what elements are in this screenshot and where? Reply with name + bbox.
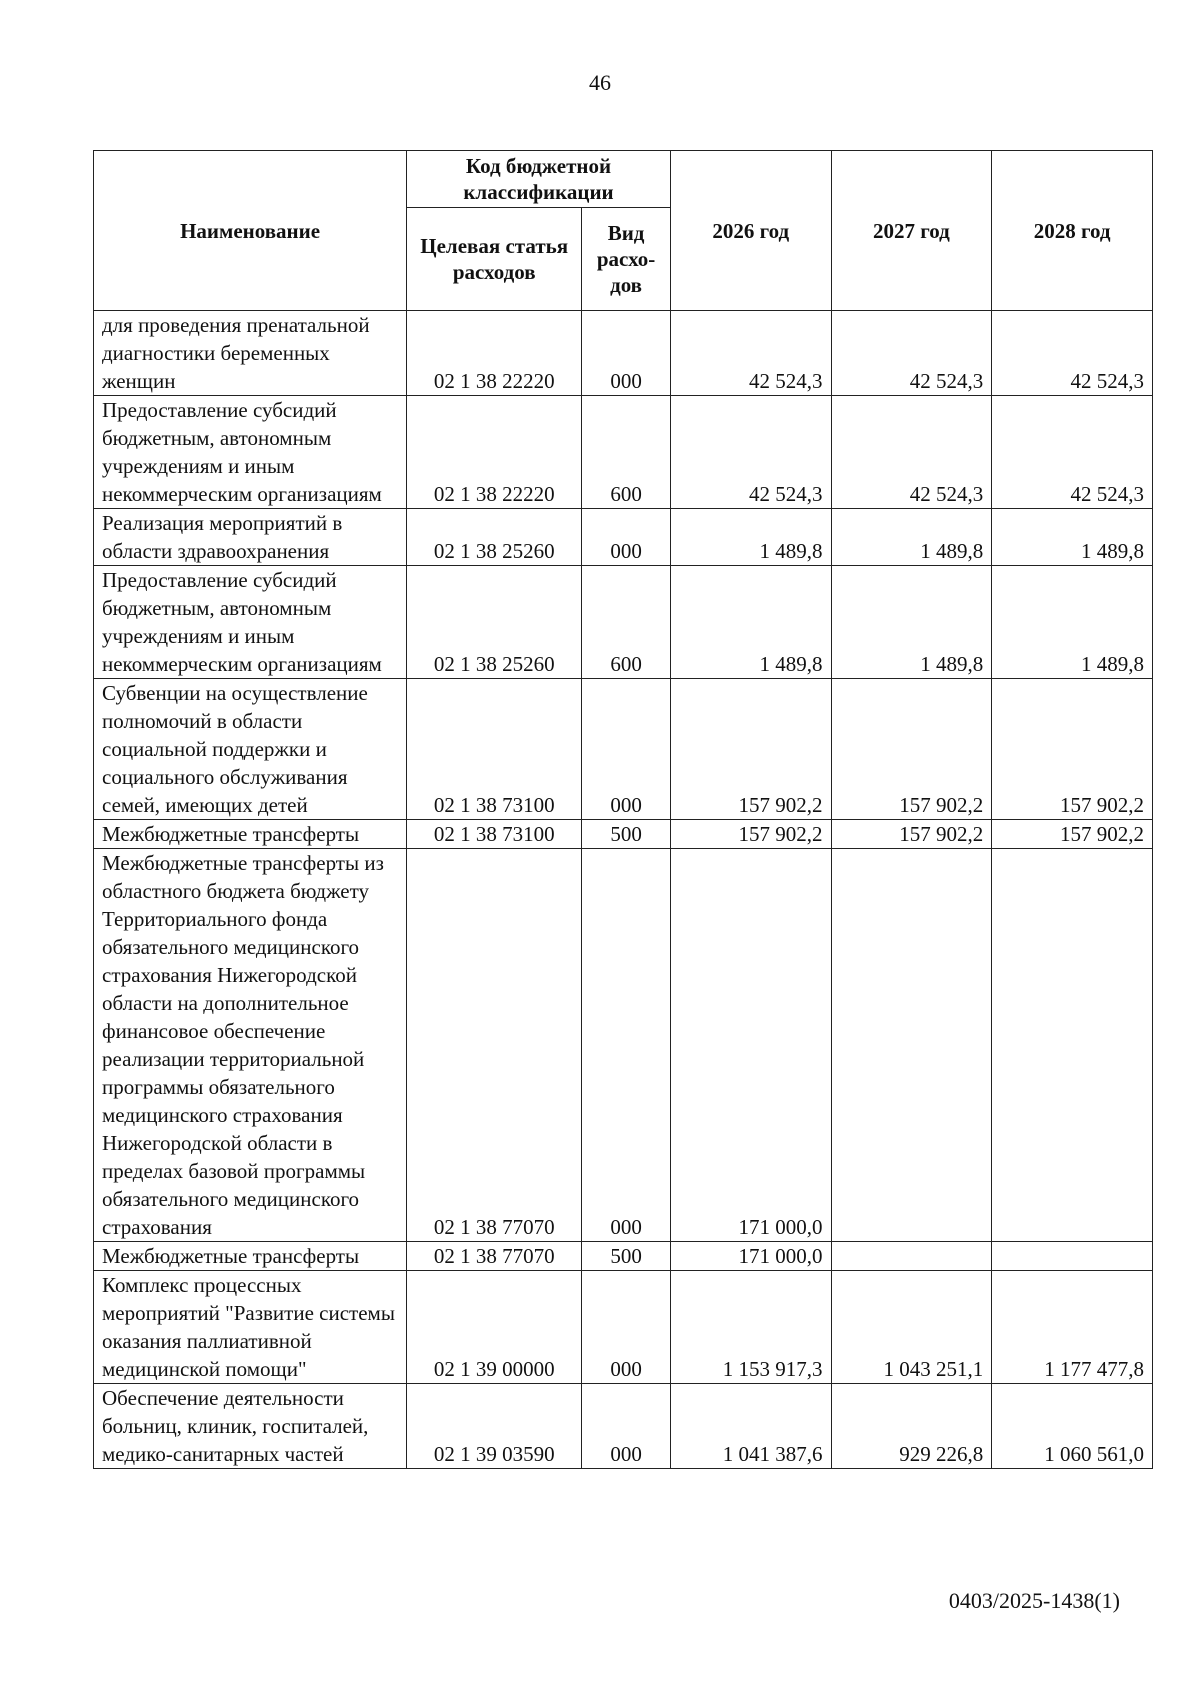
header-expense-kind: Вид расхо-дов <box>582 208 671 311</box>
row-value-2027: 929 226,8 <box>831 1384 992 1469</box>
table-row <box>94 311 1153 396</box>
table-row <box>94 1271 1153 1384</box>
header-name: Наименование <box>94 151 407 311</box>
row-value-2027: 42 524,3 <box>831 311 992 396</box>
budget-table <box>93 150 1153 1469</box>
table-row <box>94 396 1153 509</box>
row-expense-kind: 500 <box>582 1242 671 1271</box>
row-target-article: 02 1 38 73100 <box>407 679 582 820</box>
row-name: Предоставление субсидий бюджетным, автономным учреждениям и иным некоммерческим организациям <box>94 566 407 679</box>
header-year-2028: 2028 год <box>992 151 1153 311</box>
header-year-2026: 2026 год <box>670 151 831 311</box>
row-target-article: 02 1 39 03590 <box>407 1384 582 1469</box>
table-row <box>94 679 1153 820</box>
row-expense-kind: 600 <box>582 566 671 679</box>
row-value-2027: 157 902,2 <box>831 679 992 820</box>
row-value-2026: 1 489,8 <box>670 509 831 566</box>
row-value-2028 <box>992 1242 1153 1271</box>
row-name: Предоставление субсидий бюджетным, автономным учреждениям и иным некоммерческим организациям <box>94 396 407 509</box>
row-target-article: 02 1 38 73100 <box>407 820 582 849</box>
row-value-2028: 42 524,3 <box>992 311 1153 396</box>
table-row <box>94 820 1153 849</box>
row-value-2028: 42 524,3 <box>992 396 1153 509</box>
row-target-article: 02 1 39 00000 <box>407 1271 582 1384</box>
row-target-article: 02 1 38 25260 <box>407 566 582 679</box>
row-value-2026: 157 902,2 <box>670 679 831 820</box>
table-row <box>94 566 1153 679</box>
row-expense-kind: 500 <box>582 820 671 849</box>
table-row <box>94 849 1153 1242</box>
row-expense-kind: 000 <box>582 1271 671 1384</box>
row-value-2028: 1 177 477,8 <box>992 1271 1153 1384</box>
row-value-2027 <box>831 849 992 1242</box>
row-value-2028 <box>992 849 1153 1242</box>
document-code: 0403/2025-1438(1) <box>948 1588 1120 1613</box>
row-value-2026: 171 000,0 <box>670 849 831 1242</box>
row-target-article: 02 1 38 77070 <box>407 1242 582 1271</box>
row-value-2026: 157 902,2 <box>670 820 831 849</box>
table-row <box>94 1384 1153 1469</box>
table-body <box>94 311 1153 1469</box>
table-row <box>94 509 1153 566</box>
row-value-2027: 157 902,2 <box>831 820 992 849</box>
row-name: Реализация мероприятий в области здравоохранения <box>94 509 407 566</box>
row-value-2026: 1 041 387,6 <box>670 1384 831 1469</box>
row-value-2026: 42 524,3 <box>670 396 831 509</box>
row-value-2026: 1 153 917,3 <box>670 1271 831 1384</box>
row-name: Субвенции на осуществление полномочий в области социальной поддержки и социального обслуживания семей, имеющих детей <box>94 679 407 820</box>
header-year-2027: 2027 год <box>831 151 992 311</box>
row-name: для проведения пренатальной диагностики беременных женщин <box>94 311 407 396</box>
row-value-2028: 1 489,8 <box>992 566 1153 679</box>
row-value-2026: 42 524,3 <box>670 311 831 396</box>
row-target-article: 02 1 38 22220 <box>407 311 582 396</box>
row-target-article: 02 1 38 22220 <box>407 396 582 509</box>
row-expense-kind: 000 <box>582 311 671 396</box>
header-target-article: Целевая статья расходов <box>407 208 582 311</box>
row-value-2026: 171 000,0 <box>670 1242 831 1271</box>
row-expense-kind: 000 <box>582 849 671 1242</box>
row-value-2027: 1 489,8 <box>831 509 992 566</box>
row-value-2028: 157 902,2 <box>992 679 1153 820</box>
row-value-2028: 1 489,8 <box>992 509 1153 566</box>
page-number: 46 <box>589 70 611 95</box>
row-name: Межбюджетные трансферты <box>94 1242 407 1271</box>
row-name: Комплекс процессных мероприятий "Развитие системы оказания паллиативной медицинской помощи" <box>94 1271 407 1384</box>
row-value-2028: 157 902,2 <box>992 820 1153 849</box>
row-value-2027: 1 043 251,1 <box>831 1271 992 1384</box>
row-value-2027 <box>831 1242 992 1271</box>
row-expense-kind: 000 <box>582 679 671 820</box>
row-name: Межбюджетные трансферты <box>94 820 407 849</box>
table-row <box>94 1242 1153 1271</box>
row-target-article: 02 1 38 25260 <box>407 509 582 566</box>
row-expense-kind: 000 <box>582 1384 671 1469</box>
header-code-group: Код бюджетной классификации <box>407 151 671 208</box>
row-value-2027: 42 524,3 <box>831 396 992 509</box>
row-value-2028: 1 060 561,0 <box>992 1384 1153 1469</box>
row-expense-kind: 600 <box>582 396 671 509</box>
row-expense-kind: 000 <box>582 509 671 566</box>
row-name: Обеспечение деятельности больниц, клиник, госпиталей, медико-санитарных частей <box>94 1384 407 1469</box>
row-name: Межбюджетные трансферты из областного бюджета бюджету Территориального фонда обязательного медицинского страхования Нижегородской области на дополнительное финансовое обеспечение реализации территориальной программы обязательного медицинского страхования Нижегородской области в пределах базовой программы обязательного медицинского страхования <box>94 849 407 1242</box>
row-target-article: 02 1 38 77070 <box>407 849 582 1242</box>
row-value-2026: 1 489,8 <box>670 566 831 679</box>
table-header <box>94 151 1153 311</box>
row-value-2027: 1 489,8 <box>831 566 992 679</box>
